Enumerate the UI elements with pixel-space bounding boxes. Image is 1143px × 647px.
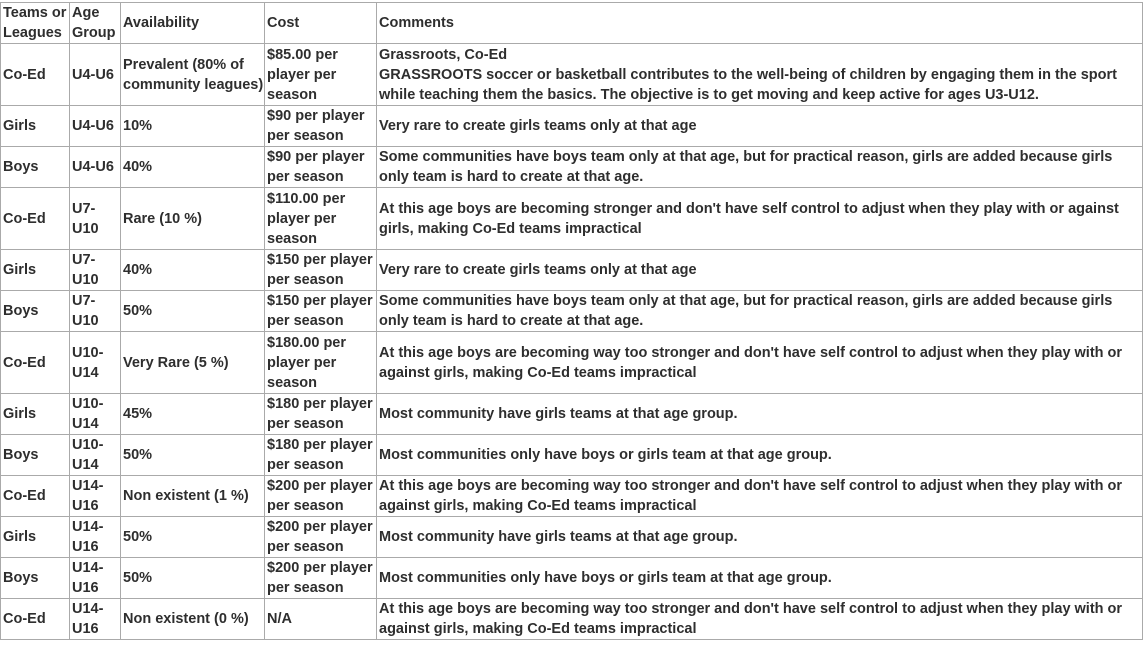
cost-cell: $200 per player per season <box>265 476 377 517</box>
comments-cell: Some communities have boys team only at that age, but for practical reason, girls are added because girls only team is hard to create at that age. <box>377 147 1143 188</box>
age-group-cell: U10-U14 <box>70 332 121 394</box>
teams-availability-table <box>0 2 1143 640</box>
team-cell: Co-Ed <box>1 476 70 517</box>
team-cell: Boys <box>1 558 70 599</box>
table-row <box>1 250 1143 291</box>
team-cell: Girls <box>1 250 70 291</box>
cost-cell: $90 per player per season <box>265 147 377 188</box>
table-row <box>1 44 1143 106</box>
table-row <box>1 147 1143 188</box>
comments-cell: Most communities only have boys or girls team at that age group. <box>377 558 1143 599</box>
header-cost: Cost <box>265 3 377 44</box>
age-group-cell: U14-U16 <box>70 476 121 517</box>
age-group-cell: U7-U10 <box>70 188 121 250</box>
comments-cell: At this age boys are becoming way too stronger and don't have self control to adjust when they play with or against girls, making Co-Ed teams impractical <box>377 476 1143 517</box>
team-cell: Girls <box>1 517 70 558</box>
age-group-cell: U10-U14 <box>70 435 121 476</box>
team-cell: Boys <box>1 291 70 332</box>
table-row <box>1 188 1143 250</box>
age-group-cell: U7-U10 <box>70 291 121 332</box>
comment-text: GRASSROOTS soccer or basketball contributes to the well-being of children by engaging them in the sport while teaching them the basics. The objective is to get moving and keep active for ages U3-U12. <box>379 66 1117 103</box>
team-cell: Co-Ed <box>1 599 70 640</box>
availability-cell: Very Rare (5 %) <box>121 332 265 394</box>
cost-cell: $180.00 per player per season <box>265 332 377 394</box>
cost-cell: $90 per player per season <box>265 106 377 147</box>
age-group-cell: U10-U14 <box>70 394 121 435</box>
availability-cell: Rare (10 %) <box>121 188 265 250</box>
cost-cell: N/A <box>265 599 377 640</box>
team-cell: Co-Ed <box>1 188 70 250</box>
availability-cell: 40% <box>121 147 265 188</box>
comments-cell: Most communities only have boys or girls team at that age group. <box>377 435 1143 476</box>
availability-cell: 50% <box>121 435 265 476</box>
age-group-cell: U7-U10 <box>70 250 121 291</box>
age-group-cell: U14-U16 <box>70 599 121 640</box>
team-cell: Boys <box>1 435 70 476</box>
team-cell: Co-Ed <box>1 332 70 394</box>
comments-cell: At this age boys are becoming stronger and don't have self control to adjust when they play with or against girls, making Co-Ed teams impractical <box>377 188 1143 250</box>
team-cell: Co-Ed <box>1 44 70 106</box>
availability-cell: 50% <box>121 558 265 599</box>
table-row <box>1 558 1143 599</box>
availability-cell: 40% <box>121 250 265 291</box>
comments-cell: At this age boys are becoming way too stronger and don't have self control to adjust when they play with or against girls, making Co-Ed teams impractical <box>377 599 1143 640</box>
header-row <box>1 3 1143 44</box>
comments-cell: Most community have girls teams at that age group. <box>377 517 1143 558</box>
cost-cell: $180 per player per season <box>265 435 377 476</box>
age-group-cell: U4-U6 <box>70 106 121 147</box>
comments-cell: Very rare to create girls teams only at that age <box>377 250 1143 291</box>
availability-cell: 50% <box>121 291 265 332</box>
header-comments: Comments <box>377 3 1143 44</box>
age-group-cell: U4-U6 <box>70 147 121 188</box>
cost-cell: $110.00 per player per season <box>265 188 377 250</box>
header-availability: Availability <box>121 3 265 44</box>
table-row <box>1 517 1143 558</box>
age-group-cell: U4-U6 <box>70 44 121 106</box>
comments-cell: Some communities have boys team only at that age, but for practical reason, girls are added because girls only team is hard to create at that age. <box>377 291 1143 332</box>
team-cell: Girls <box>1 394 70 435</box>
table-row <box>1 291 1143 332</box>
comment-title: Grassroots, Co-Ed <box>379 46 508 63</box>
header-teams-or-leagues: Teams or Leagues <box>1 3 70 44</box>
cost-cell: $150 per player per season <box>265 291 377 332</box>
availability-cell: 10% <box>121 106 265 147</box>
table-row <box>1 394 1143 435</box>
comments-cell: At this age boys are becoming way too stronger and don't have self control to adjust when they play with or against girls, making Co-Ed teams impractical <box>377 332 1143 394</box>
age-group-cell: U14-U16 <box>70 517 121 558</box>
age-group-cell: U14-U16 <box>70 558 121 599</box>
comments-cell: Very rare to create girls teams only at that age <box>377 106 1143 147</box>
cost-cell: $150 per player per season <box>265 250 377 291</box>
table-row <box>1 476 1143 517</box>
cost-cell: $200 per player per season <box>265 517 377 558</box>
availability-cell: 50% <box>121 517 265 558</box>
table-row <box>1 106 1143 147</box>
availability-cell: Non existent (0 %) <box>121 599 265 640</box>
team-cell: Boys <box>1 147 70 188</box>
team-cell: Girls <box>1 106 70 147</box>
table-row <box>1 332 1143 394</box>
table-row <box>1 435 1143 476</box>
comments-cell: Most community have girls teams at that age group. <box>377 394 1143 435</box>
availability-cell: Non existent (1 %) <box>121 476 265 517</box>
cost-cell: $85.00 per player per season <box>265 44 377 106</box>
availability-cell: Prevalent (80% of community leagues) <box>121 44 265 106</box>
comments-cell <box>377 44 1143 106</box>
cost-cell: $200 per player per season <box>265 558 377 599</box>
table-row <box>1 599 1143 640</box>
cost-cell: $180 per player per season <box>265 394 377 435</box>
availability-cell: 45% <box>121 394 265 435</box>
header-age-group: Age Group <box>70 3 121 44</box>
